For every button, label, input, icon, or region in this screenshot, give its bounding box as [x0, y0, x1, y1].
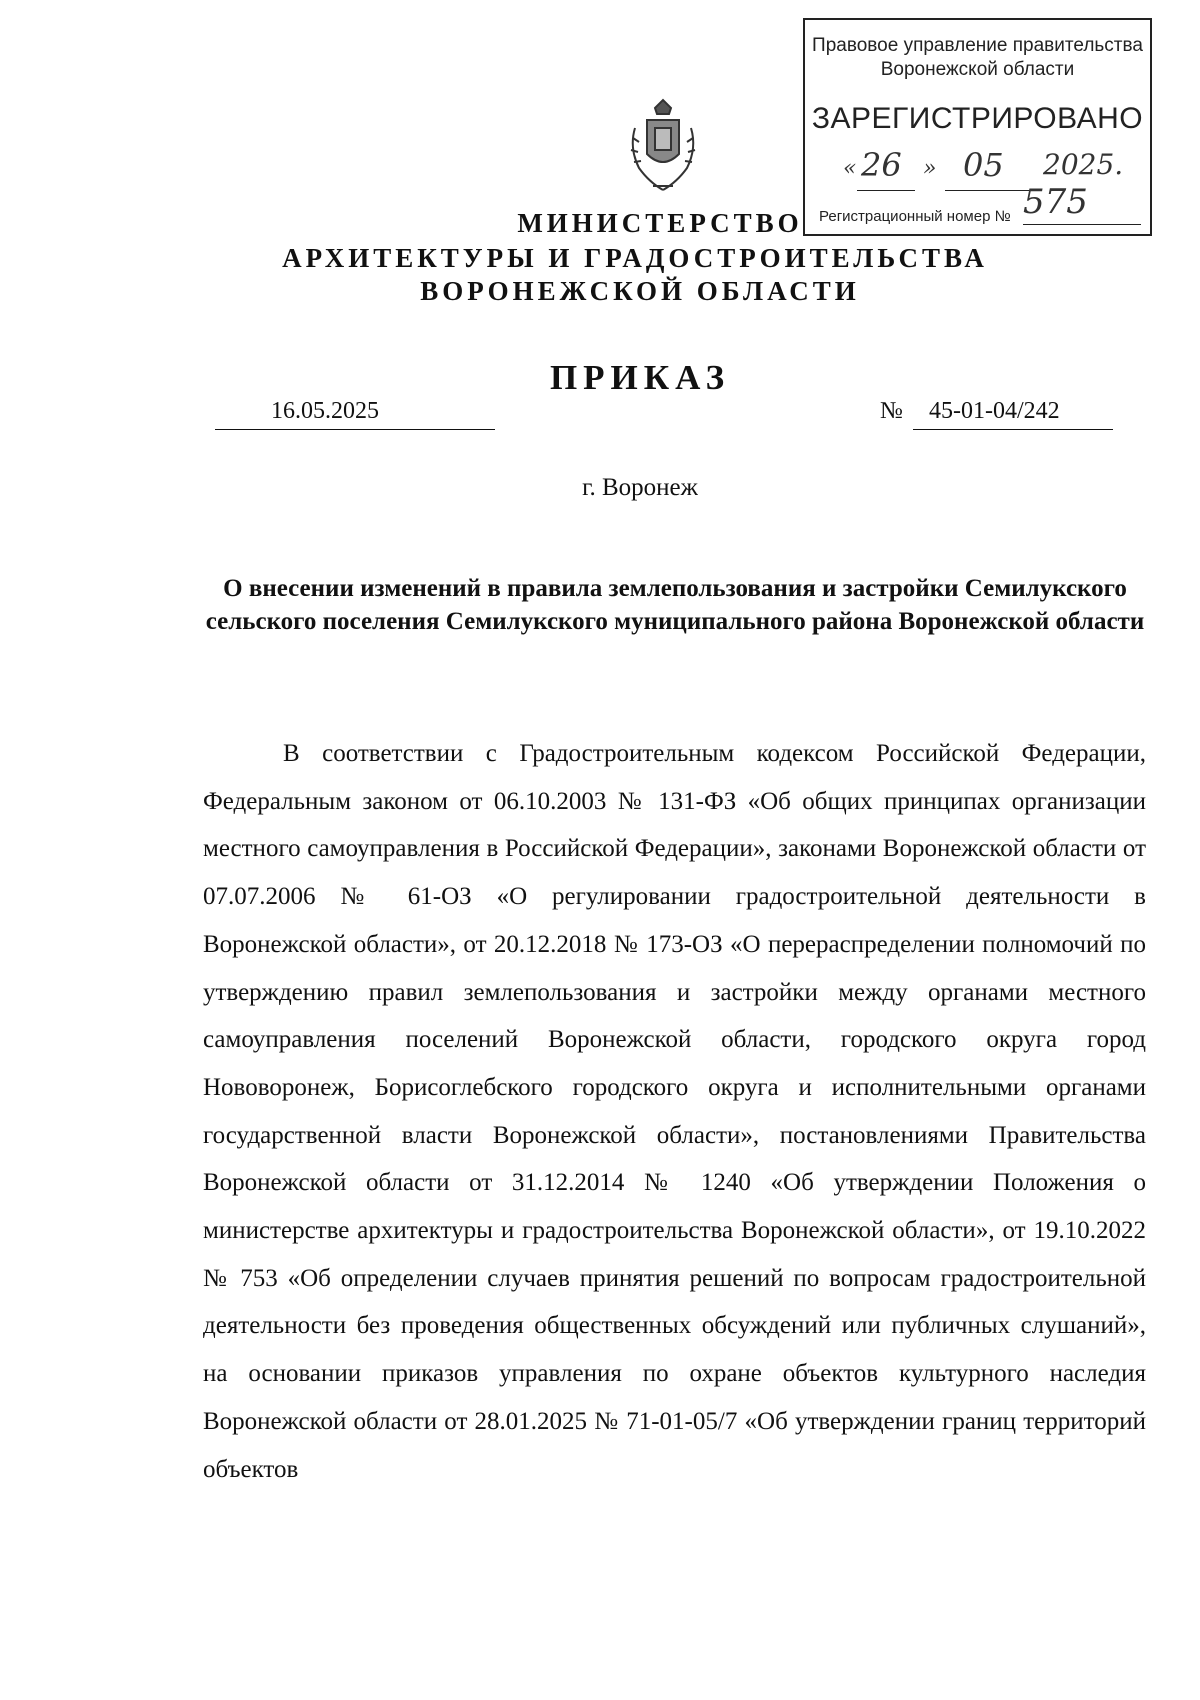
- stamp-day-line: [857, 190, 915, 191]
- city: г. Воронеж: [582, 474, 698, 501]
- order-body-text: В соответствии с Градостроительным кодексом Российской Федерации, Федеральным законом от 06.10.2003 № 131-ФЗ «Об общих принципах организации местного самоуправления в Российской Федерации», законами Воронежской области от 07.07.2006 № 61-ОЗ «О регулировании градостроительной деятельности в Воронежской области», от 20.12.2018 № 173-ОЗ «О перераспределении полномочий по утверждению правил землепользования и застройки между органами местного самоуправления поселений Воронежской области, городского округа город Нововоронеж, Борисоглебского городского округа и исполнительными органами государственной власти Воронежской области», постановлениями Правительства Воронежской области от 31.12.2014 № 1240 «Об утверждении Положения о министерстве архитектуры и градостроительства Воронежской области», от 19.10.2022 № 753 «Об определении случаев принятия решений по вопросам градостроительной деятельности без проведения общественных обсуждений или публичных слушаний», на основании приказов управления по охране объектов культурного наследия Воронежской области от 28.01.2025 № 71-01-05/7 «Об утверждении границ территорий объектов: [203, 740, 1146, 1483]
- stamp-header: [805, 34, 1150, 82]
- stamp-month-line: [945, 190, 1033, 191]
- order-subject: О внесении изменений в правила землепользования и застройки Семилукского сельского поселения Семилукского муниципального района Воронежской области: [205, 575, 1145, 635]
- registration-stamp: [803, 18, 1152, 236]
- ministry-title-line-1: МИНИСТЕРСТВО: [517, 208, 803, 238]
- stamp-month: 05: [963, 146, 1004, 184]
- stamp-registered: ЗАРЕГИСТРИРОВАНО: [811, 102, 1144, 135]
- stamp-line-2: Воронежской области: [880, 59, 1075, 80]
- order-number-sign: №: [880, 398, 903, 424]
- ministry-title-line-3: ВОРОНЕЖСКОЙ ОБЛАСТИ: [420, 276, 860, 306]
- document-type: ПРИКАЗ: [549, 358, 731, 397]
- stamp-quote-open: «: [843, 156, 857, 181]
- stamp-line-1: Правовое управление правительства: [812, 35, 1143, 56]
- ministry-title-line-2: АРХИТЕКТУРЫ И ГРАДОСТРОИТЕЛЬСТВА: [282, 243, 988, 273]
- stamp-reg-number: 575: [1023, 182, 1088, 222]
- order-date: 16.05.2025: [215, 398, 495, 430]
- order-number: 45-01-04/242: [913, 398, 1113, 430]
- stamp-quote-close: »: [923, 156, 937, 181]
- stamp-day: 26: [861, 146, 902, 184]
- coat-of-arms-icon: [625, 98, 701, 196]
- stamp-reg-label: Регистрационный номер №: [819, 208, 1011, 225]
- stamp-year: 2025.: [1043, 148, 1124, 181]
